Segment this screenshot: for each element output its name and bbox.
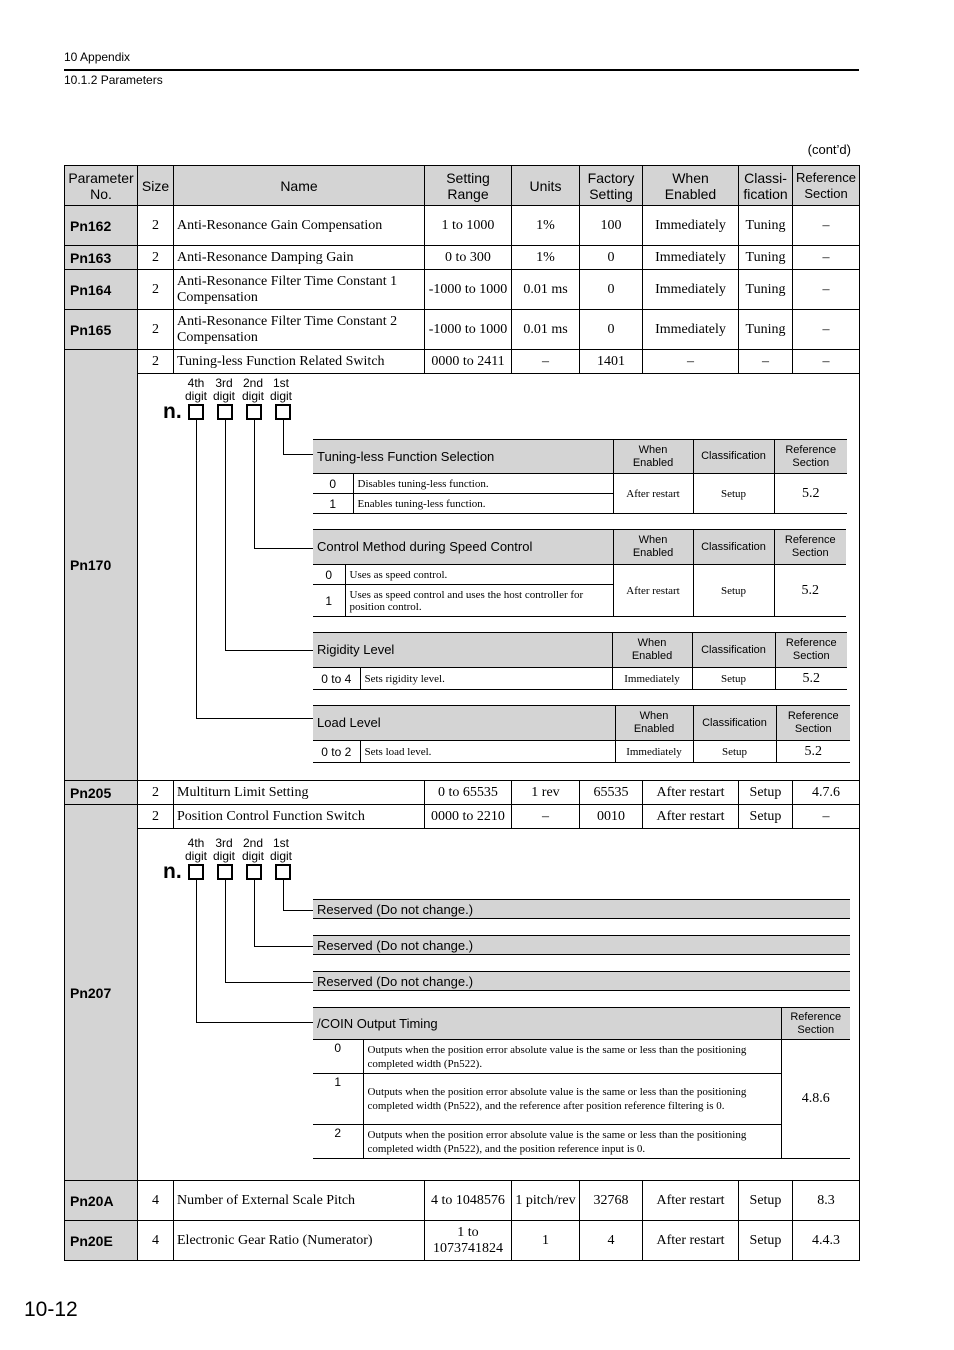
param-when: After restart: [643, 1221, 739, 1261]
setting-value: 0 to 4: [313, 668, 360, 690]
subtable-class-header: Classification: [693, 530, 774, 565]
table-row: [65, 270, 860, 310]
param-size: 2: [138, 310, 174, 350]
param-no: Pn164: [65, 270, 138, 310]
digit-label-4th: 4th digit: [184, 836, 207, 863]
n-prefix: n.: [163, 400, 182, 423]
connector-4th-h: [196, 1022, 313, 1023]
param-class: Tuning: [739, 206, 793, 246]
param-name: Position Control Function Switch: [174, 805, 425, 829]
connector-3rd: [225, 880, 226, 982]
param-name: Tuning-less Function Related Switch: [174, 350, 425, 374]
setting-value: 0: [313, 1040, 363, 1074]
param-ref: 8.3: [793, 1181, 860, 1221]
param-factory: 4: [580, 1221, 643, 1261]
reserved-1st-digit: Reserved (Do not change.): [313, 899, 850, 919]
param-class: Setup: [739, 805, 793, 829]
param-factory: 0: [580, 310, 643, 350]
param-class: Tuning: [739, 246, 793, 270]
setting-description: Uses as speed control.: [345, 565, 613, 585]
subtable-class-header: Classification: [693, 706, 776, 741]
col-factory-setting: Factory Setting: [580, 166, 643, 206]
setting-when: After restart: [613, 474, 693, 514]
param-name: Multiturn Limit Setting: [174, 781, 425, 805]
setting-ref: 5.2: [774, 474, 847, 514]
connector-3rd-h: [225, 982, 313, 983]
param-name: Number of External Scale Pitch: [174, 1181, 425, 1221]
param-when: After restart: [643, 805, 739, 829]
param-name: Anti-Resonance Filter Time Constant 1 Compensation: [174, 270, 425, 310]
param-no: Pn205: [65, 781, 138, 805]
section-header: 10.1.2 Parameters: [64, 73, 163, 87]
param-size: 4: [138, 1181, 174, 1221]
setting-description: Outputs when the position error absolute value is the same or less than the positioning completed width (Pn522), and the position reference input is 0.: [363, 1125, 781, 1159]
setting-ref: 5.2: [775, 668, 847, 690]
setting-value: 0: [313, 474, 353, 494]
param-class: Setup: [739, 1181, 793, 1221]
subtable-when-header: When Enabled: [615, 706, 693, 741]
param-class: Tuning: [739, 310, 793, 350]
param-size: 2: [138, 270, 174, 310]
param-no: Pn20A: [65, 1181, 138, 1221]
subtable-title: Control Method during Speed Control: [313, 530, 613, 565]
connector-4th: [196, 420, 197, 718]
param-units: 0.01 ms: [512, 310, 580, 350]
param-when: –: [643, 350, 739, 374]
setting-ref: 5.2: [776, 741, 850, 763]
reserved-2nd-digit: Reserved (Do not change.): [313, 935, 850, 955]
subtable-when-header: When Enabled: [612, 633, 692, 668]
param-no: Pn20E: [65, 1221, 138, 1261]
digit-label-2nd: 2nd digit: [241, 836, 264, 863]
digit-box-2nd: [246, 404, 262, 420]
param-size: 2: [138, 350, 174, 374]
connector-2nd-h: [254, 548, 313, 549]
param-units: 1%: [512, 246, 580, 270]
param-name: Anti-Resonance Gain Compensation: [174, 206, 425, 246]
setting-description: Disables tuning-less function.: [353, 474, 613, 494]
digit-box-2nd: [246, 864, 262, 880]
param-range: 4 to 1048576: [425, 1181, 512, 1221]
subtable-ref-header: Reference Section: [774, 530, 846, 565]
digit-label-3rd: 3rd digit: [212, 376, 235, 403]
param-ref: –: [793, 805, 860, 829]
setting-value: 0: [313, 565, 345, 585]
setting-ref: 4.8.6: [781, 1040, 850, 1159]
param-name: Anti-Resonance Filter Time Constant 2 Compensation: [174, 310, 425, 350]
continued-label: (cont’d): [807, 142, 851, 157]
param-range: 0 to 65535: [425, 781, 512, 805]
digit-box-1st: [275, 404, 291, 420]
col-name: Name: [174, 166, 425, 206]
param-ref: –: [793, 246, 860, 270]
param-class: Setup: [739, 1221, 793, 1261]
param-size: 4: [138, 1221, 174, 1261]
setting-class: Setup: [693, 474, 774, 514]
col-size: Size: [138, 166, 174, 206]
param-units: 1%: [512, 206, 580, 246]
header-rule: [64, 69, 859, 71]
param-factory: 0: [580, 246, 643, 270]
subtable-title: /COIN Output Timing: [313, 1008, 781, 1040]
param-ref: –: [793, 310, 860, 350]
param-no: Pn207: [65, 805, 138, 1181]
table-row: [65, 1221, 860, 1261]
param-no: Pn162: [65, 206, 138, 246]
param-range: 0000 to 2411: [425, 350, 512, 374]
connector-3rd-h: [225, 650, 313, 651]
param-no: Pn165: [65, 310, 138, 350]
pn170-d3-table: [313, 632, 847, 690]
digit-label-2nd: 2nd digit: [241, 376, 264, 403]
setting-description: Sets load level.: [360, 741, 615, 763]
connector-4th: [196, 880, 197, 1022]
subtable-when-header: When Enabled: [613, 440, 693, 474]
pn207-d4-table: [313, 1007, 850, 1159]
param-when: Immediately: [643, 270, 739, 310]
col-reference: Reference Section: [793, 166, 860, 206]
chapter-header: 10 Appendix: [64, 50, 131, 64]
digit-label-1st: 1st digit: [269, 836, 292, 863]
pn170-d2-table: [313, 529, 846, 617]
param-ref: –: [793, 206, 860, 246]
subtable-title: Rigidity Level: [313, 633, 612, 668]
param-units: –: [512, 805, 580, 829]
subtable-ref-header: Reference Section: [776, 706, 850, 741]
param-name: Anti-Resonance Damping Gain: [174, 246, 425, 270]
connector-4th-h: [196, 718, 313, 719]
digit-box-1st: [275, 864, 291, 880]
connector-2nd-h: [254, 946, 313, 947]
param-units: 1 pitch/rev: [512, 1181, 580, 1221]
param-when: Immediately: [643, 310, 739, 350]
digit-label-3rd: 3rd digit: [212, 836, 235, 863]
n-prefix: n.: [163, 860, 182, 883]
setting-value: 1: [313, 494, 353, 514]
param-factory: 1401: [580, 350, 643, 374]
subtable-title: Load Level: [313, 706, 615, 741]
param-factory: 100: [580, 206, 643, 246]
param-factory: 0010: [580, 805, 643, 829]
subtable-title: Tuning-less Function Selection: [313, 440, 613, 474]
setting-value: 1: [313, 1074, 363, 1125]
param-factory: 65535: [580, 781, 643, 805]
setting-class: Setup: [693, 565, 774, 617]
param-class: Tuning: [739, 270, 793, 310]
setting-description: Outputs when the position error absolute value is the same or less than the positioning completed width (Pn522).: [363, 1040, 781, 1074]
setting-description: Uses as speed control and uses the host controller for position control.: [345, 585, 613, 617]
subtable-ref-header: Reference Section: [774, 440, 847, 474]
param-units: –: [512, 350, 580, 374]
table-row: [65, 781, 860, 805]
subtable-class-header: Classification: [693, 440, 774, 474]
pn170-d4-table: [313, 705, 850, 763]
digit-box-4th: [188, 864, 204, 880]
table-row: [65, 310, 860, 350]
connector-2nd: [254, 880, 255, 946]
setting-class: Setup: [693, 741, 776, 763]
param-size: 2: [138, 805, 174, 829]
digit-box-3rd: [217, 404, 233, 420]
digit-box-4th: [188, 404, 204, 420]
setting-description: Outputs when the position error absolute value is the same or less than the positioning completed width (Pn522), and the reference after position reference filtering is 0.: [363, 1074, 781, 1125]
param-units: 1 rev: [512, 781, 580, 805]
param-when: Immediately: [643, 206, 739, 246]
setting-ref: 5.2: [774, 565, 846, 617]
setting-when: Immediately: [615, 741, 693, 763]
table-row: [65, 206, 860, 246]
param-factory: 32768: [580, 1181, 643, 1221]
param-when: After restart: [643, 1181, 739, 1221]
col-classification: Classi- fication: [739, 166, 793, 206]
setting-value: 2: [313, 1125, 363, 1159]
setting-description: Enables tuning-less function.: [353, 494, 613, 514]
setting-when: Immediately: [612, 668, 692, 690]
connector-1st: [283, 880, 284, 910]
subtable-when-header: When Enabled: [613, 530, 693, 565]
param-units: 0.01 ms: [512, 270, 580, 310]
param-range: 0 to 300: [425, 246, 512, 270]
digit-label-1st: 1st digit: [269, 376, 292, 403]
param-class: –: [739, 350, 793, 374]
table-row: [65, 246, 860, 270]
page-number: 10-12: [24, 1298, 78, 1321]
param-size: 2: [138, 246, 174, 270]
param-when: After restart: [643, 781, 739, 805]
param-range: 1 to 1073741824: [425, 1221, 512, 1261]
setting-when: After restart: [613, 565, 693, 617]
connector-1st-h: [283, 910, 313, 911]
reserved-3rd-digit: Reserved (Do not change.): [313, 971, 850, 991]
param-no: Pn170: [65, 350, 138, 781]
table-row: [65, 805, 860, 829]
col-param-no: Parameter No.: [65, 166, 138, 206]
param-range: -1000 to 1000: [425, 270, 512, 310]
col-setting-range: Setting Range: [425, 166, 512, 206]
param-range: 0000 to 2210: [425, 805, 512, 829]
col-when-enabled: When Enabled: [643, 166, 739, 206]
param-range: 1 to 1000: [425, 206, 512, 246]
setting-description: Sets rigidity level.: [360, 668, 612, 690]
param-class: Setup: [739, 781, 793, 805]
digit-label-4th: 4th digit: [184, 376, 207, 403]
param-when: Immediately: [643, 246, 739, 270]
connector-1st-h: [283, 454, 313, 455]
setting-class: Setup: [692, 668, 775, 690]
param-range: -1000 to 1000: [425, 310, 512, 350]
param-size: 2: [138, 206, 174, 246]
connector-2nd: [254, 420, 255, 548]
subtable-class-header: Classification: [692, 633, 775, 668]
subtable-ref-header: Reference Section: [781, 1008, 850, 1040]
table-row: [65, 350, 860, 374]
table-header-row: [65, 166, 860, 206]
param-units: 1: [512, 1221, 580, 1261]
param-ref: 4.7.6: [793, 781, 860, 805]
param-ref: 4.4.3: [793, 1221, 860, 1261]
pn170-d1-table: [313, 439, 847, 514]
table-row: [65, 1181, 860, 1221]
col-units: Units: [512, 166, 580, 206]
param-no: Pn163: [65, 246, 138, 270]
subtable-ref-header: Reference Section: [775, 633, 847, 668]
param-ref: –: [793, 270, 860, 310]
param-factory: 0: [580, 270, 643, 310]
param-name: Electronic Gear Ratio (Numerator): [174, 1221, 425, 1261]
setting-value: 0 to 2: [313, 741, 360, 763]
connector-3rd: [225, 420, 226, 650]
digit-box-3rd: [217, 864, 233, 880]
connector-1st: [283, 420, 284, 454]
param-ref: –: [793, 350, 860, 374]
param-size: 2: [138, 781, 174, 805]
setting-value: 1: [313, 585, 345, 617]
